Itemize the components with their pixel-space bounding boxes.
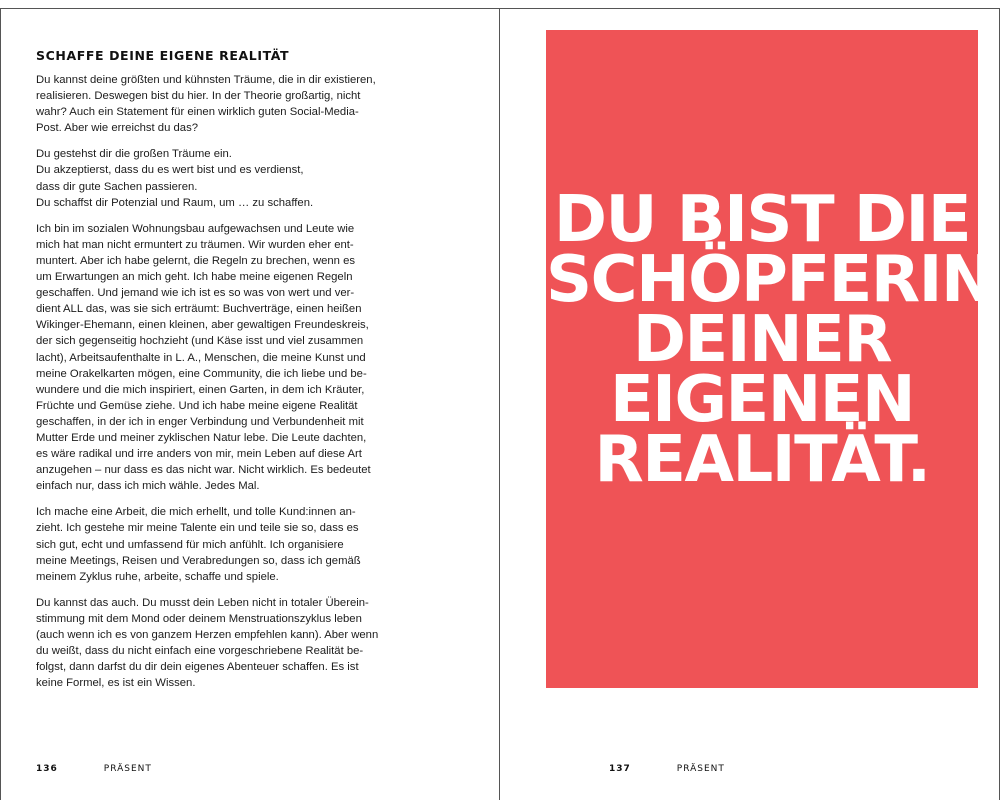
running-title: PRÄSENT — [676, 764, 725, 774]
text-line: Ich bin im sozialen Wohnungsbau aufgewachsen und Leute wie — [36, 222, 355, 235]
paragraph-1 — [36, 72, 396, 136]
poster-line: EIGENEN — [609, 363, 915, 437]
text-line: folgst, dann darfst du dir dein eigenes Abenteuer schaffen. Es ist — [36, 661, 359, 674]
text-line: der sich gegenseitig hochzieht (und Käse isst und viel zusammen — [36, 335, 364, 348]
poster-line: DU BIST DIE — [553, 183, 971, 257]
text-line: Du gestehst dir die großen Träume ein. — [36, 148, 232, 161]
text-line: du weißt, dass du nicht einfach eine vorgeschriebene Realität be- — [36, 645, 364, 658]
section-heading: SCHAFFE DEINE EIGENE REALITÄT — [36, 48, 290, 63]
text-line: Du akzeptierst, dass du es wert bist und es verdienst, — [36, 164, 304, 177]
left-page-footer — [36, 764, 152, 774]
text-line: Du kannst das auch. Du musst dein Leben nicht in totaler Überein- — [36, 596, 369, 609]
quote-poster — [546, 30, 994, 688]
text-line: einfach nur, dass ich mich wähle. Jedes Mal. — [36, 480, 260, 493]
text-line: (auch wenn ich es von ganzem Herzen empfehlen kann). Aber wenn — [36, 629, 379, 641]
poster-quote — [546, 183, 994, 497]
text-line: Ich mache eine Arbeit, die mich erhellt, und tolle Kund:innen an- — [36, 506, 356, 519]
left-page — [0, 8, 499, 800]
right-page-footer — [609, 764, 725, 774]
text-line: sich gut, echt und umfassend für mich anfühlt. Ich organisiere — [36, 538, 344, 551]
text-line: meinem Zyklus ruhe, arbeite, schaffe und spiele. — [36, 570, 279, 583]
text-line: dient ALL das, was sie sich erträumt: Buchverträge, einen heißen — [36, 303, 362, 316]
poster-line: DEINER — [632, 303, 892, 377]
text-line: zieht. Ich gestehe mir meine Talente ein und teile sie so, dass es — [36, 522, 359, 535]
text-line: es wäre radikal und irre anders von mir, mein Leben auf diese Art — [36, 448, 362, 461]
text-line: mich hat man nicht ermuntert zu träumen. Wir wurden eher ent- — [36, 238, 354, 251]
text-line: geschaffen, in der ich in enger Verbindung und Verbundenheit mit — [36, 415, 364, 428]
text-line: wahr? Auch ein Statement für einen wirklich guten Social-Media- — [36, 106, 359, 119]
paragraph-5 — [36, 595, 396, 692]
page-number: 136 — [36, 764, 58, 774]
page-number: 137 — [609, 764, 631, 774]
paragraph-4 — [36, 504, 396, 584]
poster-line: REALITÄT. — [594, 423, 930, 497]
text-line: Mutter Erde und meiner zyklischen Natur lebe. Die Leute dachten, — [36, 431, 367, 444]
poster-line: SCHÖPFERIN — [546, 243, 994, 317]
text-line: Du schaffst dir Potenzial und Raum, um … zu schaffen. — [36, 196, 314, 209]
text-line: keine Formel, es ist ein Wissen. — [36, 677, 196, 690]
text-line: meine Meetings, Reisen und Verabredungen so, dass ich gemäß — [36, 554, 361, 567]
text-line: Wikinger-Ehemann, einen kleinen, aber gewaltigen Freundeskreis, — [36, 319, 369, 332]
text-line: Du kannst deine größten und kühnsten Träume, die in dir existieren, — [36, 74, 376, 86]
text-line: Früchte und Gemüse ziehe. Und ich habe meine eigene Realität — [36, 399, 358, 412]
text-line: um Erwartungen an mich geht. Ich habe meine eigenen Regeln — [36, 271, 353, 284]
text-line: meine Orakelkarten mögen, eine Community, die ich liebe und be- — [36, 367, 367, 380]
text-line: dass dir gute Sachen passieren. — [36, 180, 198, 193]
text-line: stimmung mit dem Mond oder deinem Menstruationszyklus leben — [36, 612, 362, 625]
paragraph-3 — [36, 221, 396, 495]
text-line: lacht), Arbeitsaufenthalte in L. A., Menschen, die meine Kunst und — [36, 351, 366, 364]
right-page — [500, 8, 999, 800]
text-line: Post. Aber wie erreichst du das? — [36, 122, 199, 135]
left-page-text — [36, 48, 396, 701]
text-line: realisieren. Deswegen bist du hier. In der Theorie großartig, nicht — [36, 90, 361, 103]
text-line: anzugehen – nur dass es das nicht war. Nicht wirklich. Es bedeutet — [36, 464, 371, 477]
running-title: PRÄSENT — [103, 764, 152, 774]
text-line: muntert. Aber ich habe gelernt, die Regeln zu brechen, wenn es — [36, 254, 356, 267]
paragraph-2 — [36, 146, 396, 210]
text-line: wundere und die mich inspiriert, einen Garten, in dem ich Kräuter, — [36, 383, 365, 396]
text-line: geschaffen. Und jemand wie ich ist es so was von wert und ver- — [36, 287, 355, 300]
